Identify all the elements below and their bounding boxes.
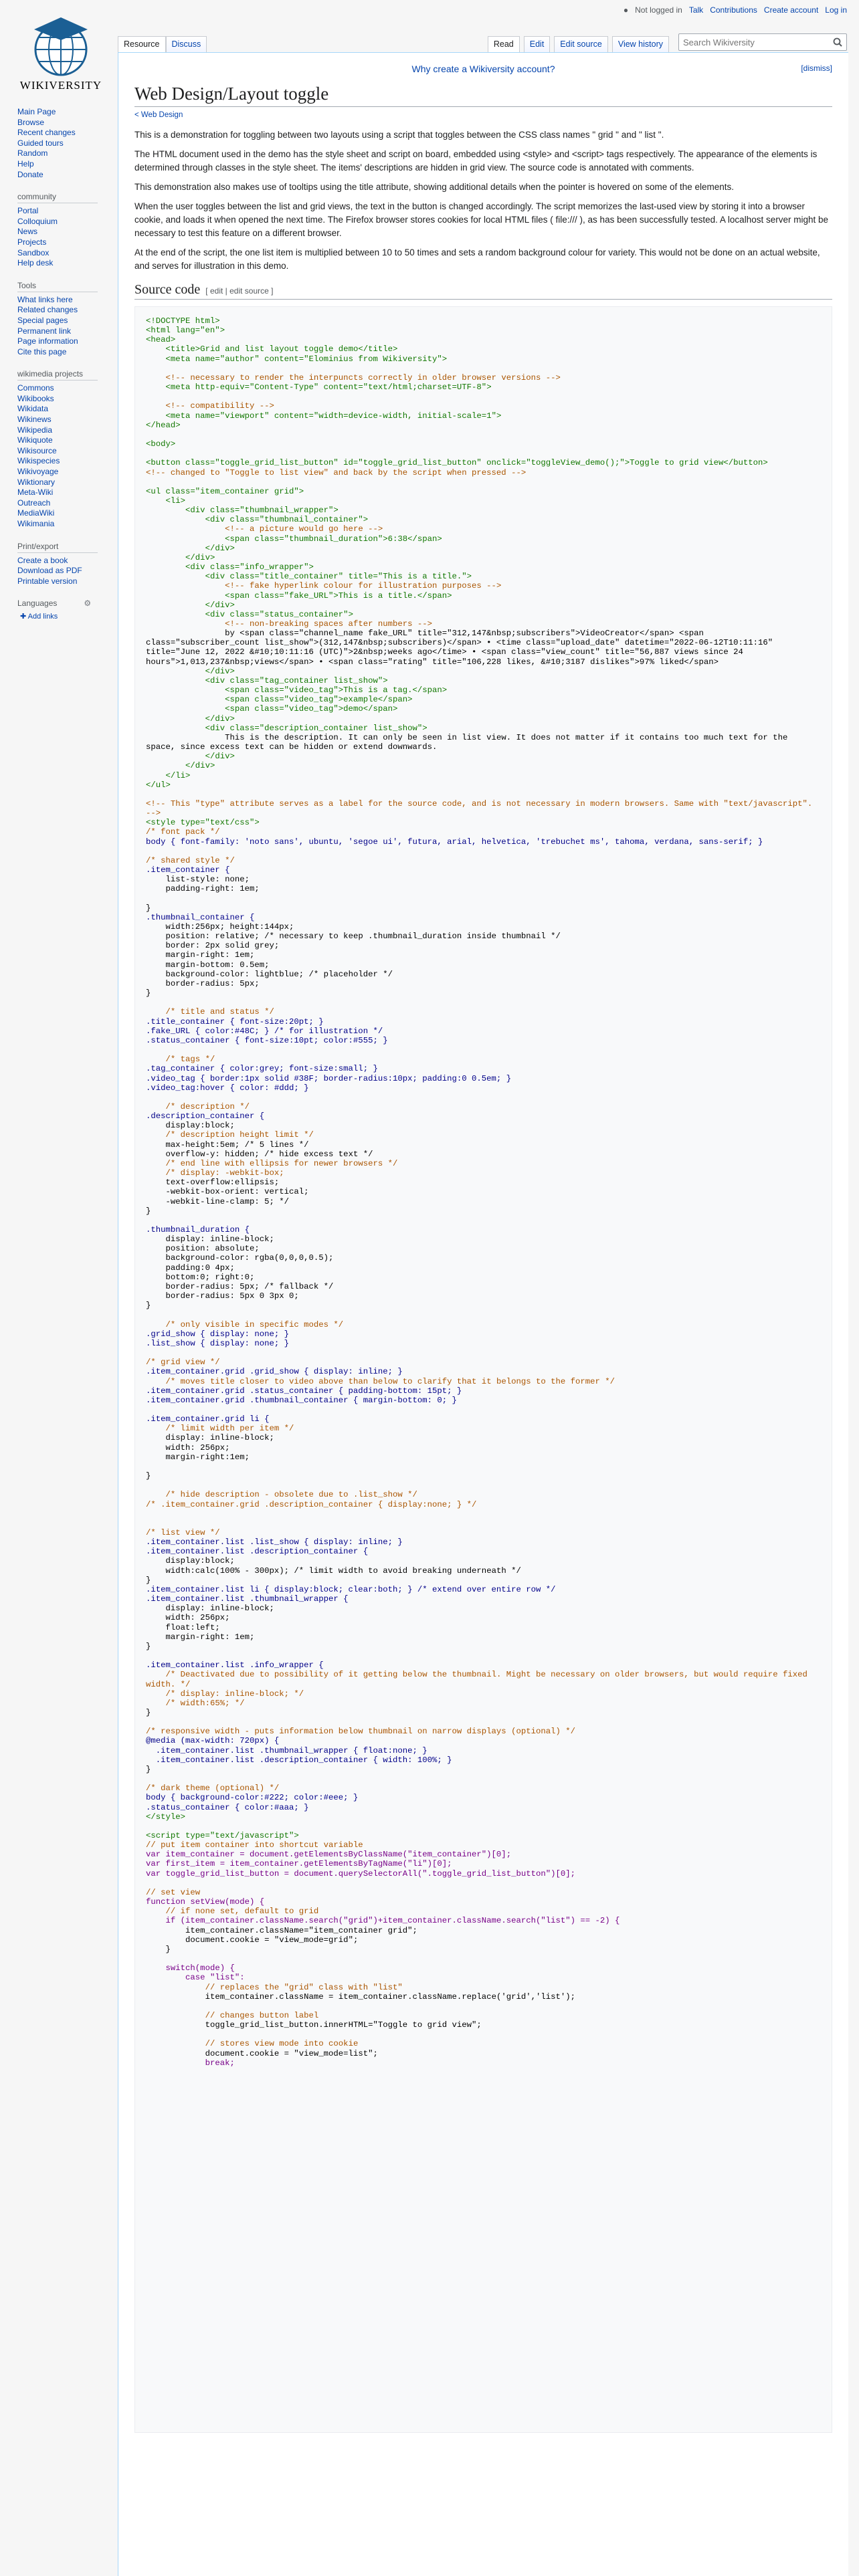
code-line: <meta name="author" content="Elominius from Wikiversity"> [146,354,448,364]
code-line: item_container.className = item_container.className.replace('grid','list'); [146,1992,576,2002]
code-line: </li> [146,770,191,780]
code-line: document.cookie = "view_mode=list"; [146,2048,378,2058]
sidebar-item-wikibooks[interactable]: Wikibooks [17,393,54,403]
code-line: } [146,1641,151,1651]
code-line: /* width:65%; */ [146,1698,245,1708]
code-line [146,1879,821,1888]
code-line: by <span class="channel_name fake_URL" title="312,147&nbsp;subscribers">VideoCreator</span> <span class="subscriber_count list_show">(312,147&nbsp;subscribers)</span> • <time class="upload_date" datetime="2022-06-12T10:11:16" title="June 12, 2022 &#10;10:11:16 (UTC)">2&nbsp;weeks ago</time> • <span class="view_count" title="56,887 views since 24 hours">1,013,237&nbsp;views</span> • <span class="rating" title="106,228 likes, &#10;3187 dislikes">97% liked</span> [146,629,778,667]
sidebar-item-cite-this-page[interactable]: Cite this page [17,346,67,356]
add-links-link[interactable]: ✚ Add links [20,613,58,621]
sidebar-item-colloquium[interactable]: Colloquium [17,216,58,226]
sidebar-community [17,192,118,269]
code-line: background-color: rgba(0,0,0,0.5); [146,1253,334,1263]
sidebar-item-outreach[interactable]: Outreach [17,498,51,508]
code-line: .status_container { color:#aaa; } [146,1802,309,1812]
code-line [146,364,821,373]
code-line [146,1348,821,1358]
code-line: <div class="title_container" title="This is a title."> [146,572,472,582]
sidebar-item-guided-tours[interactable]: Guided tours [17,138,64,148]
page-title: Web Design/Layout toggle [134,84,832,107]
sidebar-item-related-changes[interactable]: Related changes [17,305,78,315]
code-line: bottom:0; right:0; [146,1272,255,1282]
namespace-tabs [118,36,207,52]
code-line: .video_tag { border:1px solid #38F; border-radius:10px; padding:0 0.5em; } [146,1073,512,1083]
code-line: </head> [146,420,181,430]
code-line: border: 2px solid grey; [146,941,280,951]
code-line: <title>Grid and list layout toggle demo</title> [146,344,398,354]
sidebar-item-help[interactable]: Help [17,158,34,169]
code-line: position: relative; /* necessary to keep .thumbnail_duration inside thumbnail */ [146,932,561,942]
code-line: <div class="description_container list_show"> [146,723,427,733]
wikiversity-wordmark: WIKIVERSITY [19,79,102,92]
code-line: border-radius: 5px; /* fallback */ [146,1281,334,1291]
add-links-label: Add links [27,613,58,621]
source-code-block [134,306,832,2433]
code-line: <span class="thumbnail_duration">6:38</span> [146,534,442,544]
code-line: -webkit-box-orient: vertical; [146,1187,309,1197]
code-line: body { background-color:#222; color:#eee; } [146,1793,359,1803]
section-title: Source code [134,282,201,297]
create-account-link[interactable]: Create account [763,5,819,15]
code-line: /* hide description - obsolete due to .list_show */ [146,1490,417,1500]
sidebar-item-help-desk[interactable]: Help desk [17,258,54,268]
code-line: margin-right:1em; [146,1452,250,1462]
code-line: .tag_container { color:grey; font-size:small; } [146,1064,378,1074]
code-line: </style> [146,1812,186,1822]
sidebar-item-projects[interactable]: Projects [17,237,47,247]
sidebar-item-wikivoyage[interactable]: Wikivoyage [17,467,59,477]
contributions-link[interactable]: Contributions [710,5,757,15]
code-line: .item_container.list .thumbnail_wrapper { [146,1594,349,1604]
code-line: .item_container.list li { display:block; clear:both; } /* extend over entire row */ [146,1584,556,1594]
code-line [146,1509,821,1519]
code-line: background-color: lightblue; /* placeholder */ [146,969,393,979]
sidebar-item-donate[interactable]: Donate [17,169,43,179]
sidebar-wikimedia-projects [17,369,118,529]
code-line: var toggle_grid_list_button = document.querySelectorAll(".toggle_grid_list_button")[0]; [146,1868,576,1879]
code-line: var first_item = item_container.getElementsByTagName("li")[0]; [146,1859,452,1869]
code-line: /* shared style */ [146,855,235,865]
code-line: /* dark theme (optional) */ [146,1784,280,1794]
code-line: .item_container.grid li { [146,1414,270,1424]
search-box [678,33,847,51]
code-line: </div> [146,761,215,771]
sidebar-item-sandbox[interactable]: Sandbox [17,247,50,257]
code-line: } [146,1301,151,1311]
sidebar-item-wikidata[interactable]: Wikidata [17,404,49,414]
code-line [146,1310,821,1319]
sidebar-heading-tools: Tools [17,281,98,292]
code-line [146,1717,821,1727]
html-paragraph: The HTML document used in the demo has the style sheet and script on board, embedded using <style> and <script> tags respectively. The appearance of the elements is determined through classes in the style sheet. The items' descriptions are hidden in grid view. The source code is annotated with comments. [134,149,818,173]
code-line: <button class="toggle_grid_list_button" id="toggle_grid_list_button" onclick="toggleView_demo();">Toggle to grid view</button> [146,458,768,468]
code-line: </div> [146,714,235,724]
code-line: /* font pack */ [146,827,220,837]
code-line: <span class="fake_URL">This is a title.</span> [146,591,452,601]
tab-edit[interactable]: Edit [524,36,551,52]
code-line: <head> [146,335,176,345]
code-line [146,2002,821,2011]
wikiversity-globe-icon [29,13,93,78]
sidebar-languages [17,599,118,623]
code-line: <div class="thumbnail_wrapper"> [146,506,339,516]
sidebar-item-commons[interactable]: Commons [17,383,54,393]
code-line: // if none set, default to grid [146,1907,319,1917]
code-line: .item_container.list .description_container { width: 100%; } [146,1755,452,1765]
code-line [146,1651,821,1660]
code-line: <div class="tag_container list_show"> [146,675,388,685]
sidebar-item-mediawiki[interactable]: MediaWiki [17,508,55,518]
code-line [146,998,821,1007]
code-line: .item_container.list .description_container { [146,1547,369,1557]
code-line: /* description */ [146,1101,250,1111]
code-line: /* moves title closer to video above than below to clarify that it belongs to the former */ [146,1376,615,1386]
code-line: /* only visible in specific modes */ [146,1319,344,1329]
code-line: .item_container.grid .thumbnail_container { margin-bottom: 0; } [146,1395,457,1405]
tab-resource[interactable]: Resource [118,36,166,52]
code-line: </div> [146,600,235,610]
code-line: // stores view mode into cookie [146,2039,359,2049]
code-line: .video_tag:hover { color: #ddd; } [146,1083,309,1093]
code-line: .item_container.list .thumbnail_wrapper { float:none; } [146,1745,427,1755]
sidebar-item-create-book[interactable]: Create a book [17,555,68,565]
code-line: .thumbnail_container { [146,912,255,922]
code-line: <style type="text/css"> [146,818,260,828]
code-line: border-radius: 5px 0 3px 0; [146,1291,299,1301]
code-line [146,477,821,487]
code-line: } [146,903,151,913]
code-line [146,1954,821,1963]
sidebar-heading-community: community [17,192,98,203]
search-input[interactable] [679,34,829,50]
dismiss-link[interactable]: [dismiss] [801,64,832,73]
code-line: var item_container = document.getElementsByClassName("item_container")[0]; [146,1850,512,1860]
code-line: float:left; [146,1622,220,1632]
code-line: display: inline-block; [146,1433,274,1443]
code-line: position: absolute; [146,1244,260,1254]
code-line: <span class="video_tag">This is a tag.</span> [146,685,448,695]
sidebar-item-browse[interactable]: Browse [17,117,45,127]
sidebar-heading-languages [17,599,98,609]
code-line: <div class="status_container"> [146,609,353,619]
site-notice-link[interactable]: Why create a Wikiversity account? [411,64,555,74]
code-line: .description_container { [146,1111,265,1121]
sidebar [0,107,118,635]
code-line: <!-- This "type" attribute serves as a label for the source code, and is not necessary in modern browsers. Same with "text/javascript". --> [146,798,818,819]
code-line: <body> [146,439,176,449]
code-line: <span class="video_tag">example</span> [146,695,413,705]
code-line: /* list view */ [146,1528,220,1537]
script-paragraph: At the end of the script, the one list item is multiplied between 10 to 50 times and sets a random background colour for variety. This would not be done on an actual website, and serves for illustration in this demo. [134,247,820,271]
code-line: /* title and status */ [146,1007,274,1017]
cookie-paragraph: When the user toggles between the list and grid views, the text in the button is changed accordingly. The script memorizes the last-used view by storing it into a browser cookie, and loads it when opened the next time. The Firefox browser stores cookies for local HTML files ( file:/// ), as has been successfully tested. A localhost server might be necessary to test this feature on a different browser. [134,201,828,238]
code-line: case "list": [146,1973,245,1983]
code-line: max-height:5em; /* 5 lines */ [146,1140,309,1150]
sidebar-item-wikisource[interactable]: Wikisource [17,445,57,455]
sidebar-tools [17,281,118,358]
not-logged-in-label: Not logged in [635,5,682,15]
tab-discuss[interactable]: Discuss [166,36,207,52]
sidebar-item-recent-changes[interactable]: Recent changes [17,128,76,138]
view-tabs [488,29,847,52]
code-line: </div> [146,666,235,676]
code-line: <span class="video_tag">demo</span> [146,704,398,714]
code-line: This is the description. It can only be seen in list view. It does not matter if it contains too much text for the space, since excess text can be hidden or extend downwards. [146,732,793,752]
code-line: display:block; [146,1121,235,1131]
code-line: /* tags */ [146,1055,215,1065]
intro-paragraph: This is a demonstration for toggling between two layouts using a script that toggles between the CSS class names " grid " and " list ". [134,130,664,140]
code-line: .fake_URL { color:#48C; } /* for illustration */ [146,1026,383,1036]
code-line: .item_container.list .info_wrapper { [146,1660,324,1671]
code-line: .status_container { font-size:10pt; color:#555; } [146,1035,388,1045]
code-line: break; [146,2058,235,2068]
code-line: display:block; [146,1556,235,1566]
user-icon: ● [623,5,629,15]
code-line: } [146,1206,151,1216]
code-line: } [146,988,151,998]
code-line: margin-right: 1em; [146,950,255,960]
code-line: .thumbnail_duration { [146,1225,250,1235]
code-line [146,392,821,401]
code-line: // set view [146,1887,201,1897]
sidebar-item-permanent-link[interactable]: Permanent link [17,326,72,336]
code-line [146,847,821,856]
code-line: .item_container.grid .status_container { padding-bottom: 15pt; } [146,1386,462,1396]
code-line: </div> [146,552,215,562]
code-line: <!DOCTYPE html> [146,316,220,326]
sidebar-item-printable-version[interactable]: Printable version [17,576,78,586]
code-line [146,894,821,903]
code-line: </div> [146,752,235,762]
code-line: <ul class="item_container grid"> [146,486,304,496]
search-button[interactable] [829,34,846,50]
code-line: /* description height limit */ [146,1130,314,1140]
code-line: width:calc(100% - 300px); /* limit width to avoid breaking underneath */ [146,1566,521,1576]
code-line [146,449,821,458]
sidebar-item-wikimania[interactable]: Wikimania [17,519,55,528]
personal-tools [624,5,847,15]
code-line: function setView(mode) { [146,1897,265,1907]
code-line: <div class="thumbnail_container"> [146,515,369,525]
code-line: body { font-family: 'noto sans', ubuntu, 'segoe ui', futura, arial, helvetica, 'trebuchet ms', tahoma, verdana, sans-serif; } [146,837,763,847]
code-line: <meta name="viewport" content="width=device-width, initial-scale=1"> [146,411,502,421]
code-line: <!-- fake hyperlink colour for illustration purposes --> [146,581,502,591]
code-line: toggle_grid_list_button.innerHTML="Toggle to grid view"; [146,2020,482,2030]
sidebar-item-news[interactable]: News [17,227,38,237]
breadcrumb[interactable]: < Web Design [134,111,183,119]
talk-link[interactable]: Talk [688,5,704,15]
section-edit-links[interactable]: [ edit | edit source ] [205,286,274,296]
code-line [146,790,821,799]
code-line: .item_container { [146,865,230,875]
code-line [146,1462,821,1471]
sidebar-item-wiktionary[interactable]: Wiktionary [17,477,56,487]
code-line: /* responsive width - puts information below thumbnail on narrow displays (optional) */ [146,1727,576,1737]
sidebar-heading-print: Print/export [17,542,98,553]
code-line: // replaces the "grid" class with "list" [146,1982,403,1992]
code-line: } [146,1707,151,1717]
code-line: // put item container into shortcut variable [146,1840,363,1850]
code-line: /* display: -webkit-box; [146,1168,284,1178]
code-line: switch(mode) { [146,1963,235,1973]
code-line: } [146,1764,151,1774]
code-line [146,1405,821,1414]
code-line: /* display: inline-block; */ [146,1689,304,1699]
code-line: document.cookie = "view_mode=grid"; [146,1935,359,1945]
code-line [146,430,821,439]
code-line: .item_container.list .list_show { display: inline; } [146,1537,403,1547]
languages-label: Languages [17,599,58,609]
code-line [146,1093,821,1102]
code-line: -webkit-line-clamp: 5; */ [146,1196,290,1206]
code-line: // changes button label [146,2010,319,2020]
code-line: /* Deactivated due to possibility of it getting below the thumbnail. Might be necessary on older browsers, but would require fixed width. */ [146,1670,813,1689]
code-line: </ul> [146,780,171,790]
code-line: display: inline-block; [146,1235,274,1245]
tab-view-history[interactable]: View history [612,36,669,52]
code-line: margin-bottom: 0.5em; [146,960,270,970]
sidebar-item-what-links-here[interactable]: What links here [17,294,73,304]
code-line: <!-- compatibility --> [146,401,274,411]
code-line: .item_container.grid .grid_show { display: inline; } [146,1367,403,1377]
code-line: padding:0 4px; [146,1263,235,1273]
code-line: .grid_show { display: none; } [146,1329,290,1339]
code-line [146,1481,821,1490]
code-line: width:256px; height:144px; [146,922,294,932]
code-line [146,1519,821,1528]
section-heading [134,282,832,300]
code-line: <div class="info_wrapper"> [146,562,314,572]
tab-edit-source[interactable]: Edit source [554,36,608,52]
code-line: list-style: none; [146,875,250,885]
code-line: <html lang="en"> [146,326,225,336]
sidebar-item-page-information[interactable]: Page information [17,336,78,346]
code-line: <!-- necessary to render the interpuncts correctly in older browser versions --> [146,372,561,383]
code-line: <!-- a picture would go here --> [146,524,383,534]
code-line: </div> [146,543,235,553]
code-line: /* end line with ellipsis for newer browsers */ [146,1158,398,1168]
code-line: .title_container { font-size:20pt; } [146,1016,324,1027]
code-line: <meta http-equiv="Content-Type" content="text/html;charset=UTF-8"> [146,383,492,393]
content-area [118,52,848,2576]
sidebar-item-download-pdf[interactable]: Download as PDF [17,566,82,576]
sidebar-item-special-pages[interactable]: Special pages [17,315,68,325]
code-line: <script type="text/javascript"> [146,1831,299,1840]
code-line: border-radius: 5px; [146,978,260,988]
tab-read[interactable]: Read [488,36,520,52]
wikiversity-logo[interactable] [11,13,111,95]
site-notice [134,64,832,74]
search-icon [833,37,842,47]
code-line: .list_show { display: none; } [146,1338,290,1348]
code-line: <li> [146,496,186,506]
code-line: margin-right: 1em; [146,1632,255,1642]
sidebar-item-main-page[interactable]: Main Page [17,107,56,116]
code-line: width: 256px; [146,1442,230,1453]
code-line [146,2030,821,2039]
sidebar-item-portal[interactable]: Portal [17,206,39,216]
sidebar-heading-projects: wikimedia projects [17,369,98,381]
code-line [146,1822,821,1831]
sidebar-item-meta-wiki[interactable]: Meta-Wiki [17,488,54,498]
code-line: overflow-y: hidden; /* hide excess text */ [146,1149,373,1159]
sidebar-item-wikinews[interactable]: Wikinews [17,415,52,425]
code-line: @media (max-width: 720px) { [146,1736,280,1746]
sidebar-item-wikispecies[interactable]: Wikispecies [17,456,60,466]
sidebar-item-random[interactable]: Random [17,148,48,158]
code-line: } [146,1575,151,1585]
sidebar-navigation [17,107,118,180]
code-line: <!-- non-breaking spaces after numbers --> [146,619,433,629]
code-line: width: 256px; [146,1613,230,1623]
code-line [146,1216,821,1225]
code-line: /* .item_container.grid .description_container { display:none; } */ [146,1499,477,1509]
sidebar-print-export [17,542,118,587]
gear-icon[interactable]: ⚙ [84,599,92,609]
sidebar-item-wikiquote[interactable]: Wikiquote [17,435,53,445]
code-line: /* limit width per item */ [146,1424,294,1434]
code-line [146,1774,821,1784]
code-line: <!-- changed to "Toggle to list view" and back by the script when pressed --> [146,467,527,477]
code-line: /* grid view */ [146,1358,220,1368]
code-line: if (item_container.className.search("grid")+item_container.className.search("list") == -2) { [146,1916,620,1926]
tooltip-paragraph: This demonstration also makes use of tooltips using the title attribute, showing additional details when the pointer is hovered on some of the elements. [134,182,735,192]
code-line: } [146,1944,171,1954]
sidebar-item-wikipedia[interactable]: Wikipedia [17,425,53,435]
code-line: text-overflow:ellipsis; [146,1178,280,1188]
log-in-link[interactable]: Log in [825,5,847,15]
code-line: padding-right: 1em; [146,884,260,894]
code-line [146,1045,821,1055]
code-line: } [146,1471,151,1481]
code-line: display: inline-block; [146,1604,274,1614]
code-line: item_container.className="item_container grid"; [146,1925,417,1935]
